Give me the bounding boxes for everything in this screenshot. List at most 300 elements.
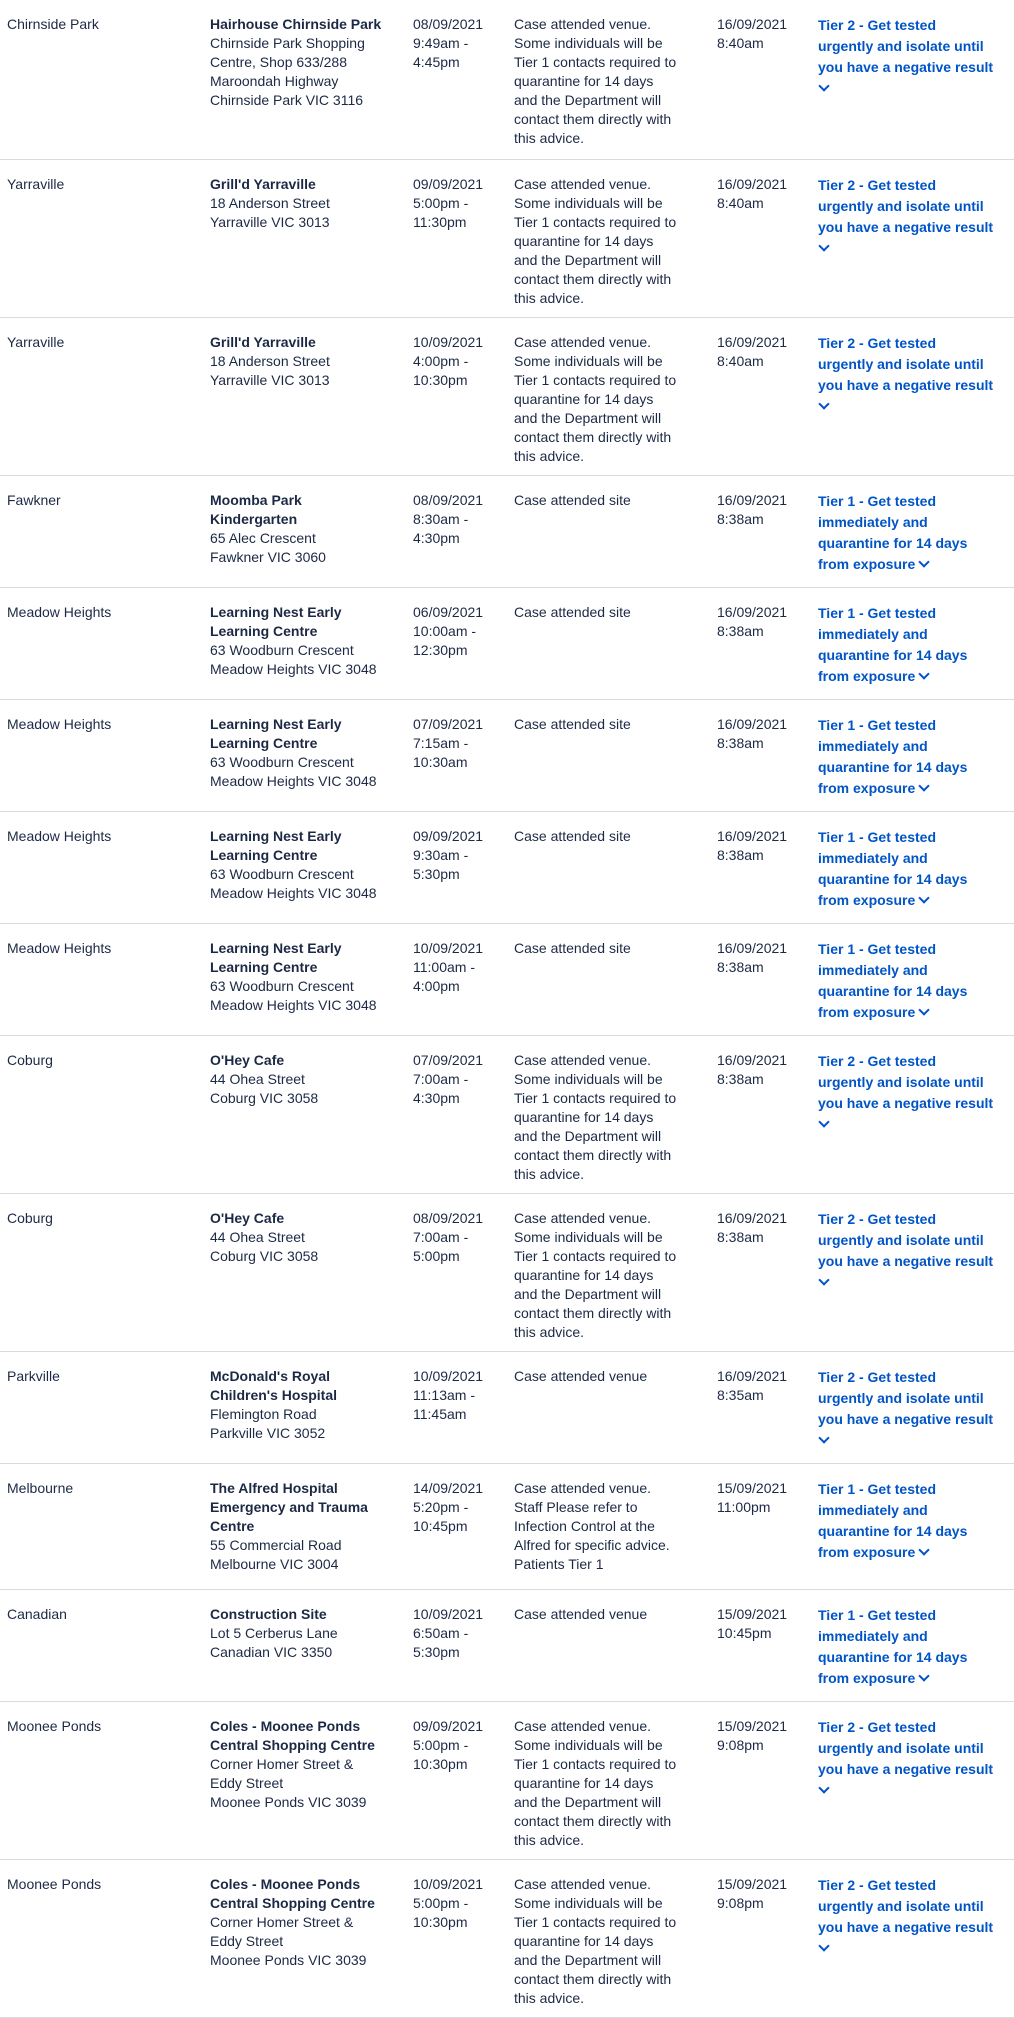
- added-time-cell: [717, 1051, 807, 1089]
- site-address: [210, 865, 400, 903]
- text-line: Tier 2 - Get tested: [818, 335, 937, 351]
- text-line: 9:30am -: [413, 847, 469, 863]
- text-line: Hairhouse Chirnside Park: [210, 16, 382, 32]
- text-line: quarantine for 14 days: [514, 1109, 654, 1125]
- site-name: [210, 827, 400, 865]
- text-line: 5:00pm -: [413, 1895, 469, 1911]
- health-advice-toggle[interactable]: [818, 1209, 1014, 1293]
- added-time-cell: [717, 1209, 807, 1247]
- text-line: 06/09/2021: [413, 604, 484, 620]
- text-line: Tier 2 - Get tested: [818, 1211, 937, 1227]
- text-line: 16/09/2021: [717, 176, 788, 192]
- health-advice-toggle[interactable]: [818, 15, 1014, 99]
- text-line: 8:38am: [717, 735, 764, 751]
- text-line: Case attended site: [514, 828, 631, 844]
- text-line: 16/09/2021: [717, 1210, 788, 1226]
- text-line: immediately and: [818, 514, 928, 530]
- text-line: Learning Nest Early: [210, 716, 342, 732]
- text-line: 5:30pm: [413, 866, 460, 882]
- text-line: contact them directly with: [514, 271, 672, 287]
- text-line: Case attended venue.: [514, 1210, 651, 1226]
- text-line: 10/09/2021: [413, 940, 484, 956]
- text-line: 11:13am -: [413, 1387, 475, 1403]
- site-cell: [210, 333, 400, 390]
- text-line: Kindergarten: [210, 511, 298, 527]
- chevron-down-icon[interactable]: [919, 556, 930, 567]
- health-advice-toggle[interactable]: [818, 939, 1014, 1023]
- text-line: Case attended venue.: [514, 1480, 651, 1496]
- text-line: Case attended venue: [514, 1368, 648, 1384]
- text-line: Tier 2 - Get tested: [818, 177, 937, 193]
- text-line: 5:00pm -: [413, 1737, 469, 1753]
- text-line: Tier 1 contacts required to: [514, 54, 677, 70]
- health-advice-toggle[interactable]: [818, 1051, 1014, 1135]
- text-line: 09/09/2021: [413, 828, 484, 844]
- text-line: Central Shopping Centre: [210, 1737, 375, 1753]
- text-line: McDonald's Royal: [210, 1368, 331, 1384]
- site-cell: [210, 1051, 400, 1108]
- site-address: [210, 1755, 400, 1812]
- table-row: [0, 318, 1014, 476]
- chevron-down-icon[interactable]: [818, 1432, 829, 1443]
- site-address: [210, 352, 400, 390]
- text-line: 08/09/2021: [413, 16, 484, 32]
- site-name: [210, 603, 400, 641]
- text-line: Moonee Ponds VIC 3039: [210, 1952, 367, 1968]
- added-time-cell: [717, 333, 807, 371]
- text-line: 18 Anderson Street: [210, 195, 330, 211]
- text-line: Tier 1 contacts required to: [514, 1914, 677, 1930]
- added-time-cell: [717, 939, 807, 977]
- site-name: [210, 1875, 400, 1913]
- text-line: Parkville VIC 3052: [210, 1425, 326, 1441]
- text-line: Chirnside Park VIC 3116: [210, 92, 364, 108]
- chevron-down-icon[interactable]: [919, 1670, 930, 1681]
- chevron-down-icon[interactable]: [818, 1116, 829, 1127]
- suburb-cell: Meadow Heights: [7, 828, 112, 844]
- text-line: urgently and isolate until: [818, 1074, 984, 1090]
- text-line: Emergency and Trauma: [210, 1499, 368, 1515]
- text-line: urgently and isolate until: [818, 356, 984, 372]
- notes-cell: [514, 1051, 704, 1184]
- text-line: Alfred for specific advice.: [514, 1537, 670, 1553]
- text-line: immediately and: [818, 738, 928, 754]
- text-line: you have a negative result: [818, 377, 994, 393]
- chevron-down-icon[interactable]: [818, 1274, 829, 1285]
- text-line: quarantine for 14 days: [818, 871, 968, 887]
- table-row: [0, 700, 1014, 812]
- site-address: [210, 34, 400, 110]
- text-line: immediately and: [818, 850, 928, 866]
- table-row: [0, 588, 1014, 700]
- notes-cell: [514, 1605, 704, 1624]
- text-line: 8:35am: [717, 1387, 764, 1403]
- site-name: [210, 939, 400, 977]
- text-line: urgently and isolate until: [818, 1740, 984, 1756]
- text-line: and the Department will: [514, 1286, 662, 1302]
- text-line: you have a negative result: [818, 1761, 994, 1777]
- suburb-cell: Canadian: [7, 1606, 67, 1622]
- text-line: 16/09/2021: [717, 828, 788, 844]
- text-line: 4:00pm: [413, 978, 460, 994]
- text-line: from exposure: [818, 1002, 1014, 1023]
- text-line: Case attended site: [514, 716, 631, 732]
- text-line: 63 Woodburn Crescent: [210, 978, 354, 994]
- text-line: Tier 1 - Get tested: [818, 1607, 937, 1623]
- health-advice-toggle[interactable]: [818, 603, 1014, 687]
- exposure-period-cell: [413, 715, 508, 772]
- text-line: urgently and isolate until: [818, 38, 984, 54]
- table-row: [0, 476, 1014, 588]
- exposure-period-cell: [413, 15, 508, 72]
- text-line: 8:40am: [717, 353, 764, 369]
- text-line: 4:30pm: [413, 530, 460, 546]
- text-line: 11:30pm: [413, 214, 467, 230]
- site-name: [210, 715, 400, 753]
- text-line: from exposure: [818, 1668, 1014, 1689]
- text-line: 10:45pm: [413, 1518, 468, 1534]
- text-line: you have a negative result: [818, 1411, 994, 1427]
- text-line: 12:30pm: [413, 642, 468, 658]
- added-time-cell: [717, 1875, 807, 1913]
- site-address: [210, 1536, 400, 1574]
- table-row: [0, 1194, 1014, 1352]
- text-line: and the Department will: [514, 1128, 662, 1144]
- text-line: 7:00am -: [413, 1071, 469, 1087]
- text-line: 07/09/2021: [413, 1052, 484, 1068]
- chevron-down-icon[interactable]: [919, 668, 930, 679]
- suburb-cell: Chirnside Park: [7, 16, 99, 32]
- text-line: 8:38am: [717, 847, 764, 863]
- exposure-period-cell: [413, 175, 508, 232]
- text-line: and the Department will: [514, 92, 662, 108]
- text-line: Tier 2 - Get tested: [818, 1877, 937, 1893]
- text-line: Learning Centre: [210, 847, 318, 863]
- text-line: you have a negative result: [818, 219, 994, 235]
- site-address: [210, 529, 400, 567]
- text-line: 9:08pm: [717, 1737, 764, 1753]
- added-time-cell: [717, 1367, 807, 1405]
- text-line: 08/09/2021: [413, 1210, 484, 1226]
- text-line: Coburg VIC 3058: [210, 1248, 319, 1264]
- added-time-cell: [717, 1605, 807, 1643]
- text-line: Tier 2 - Get tested: [818, 1053, 937, 1069]
- text-line: Some individuals will be: [514, 1071, 663, 1087]
- text-line: Case attended venue.: [514, 16, 651, 32]
- site-cell: [210, 827, 400, 903]
- text-line: Tier 2 - Get tested: [818, 17, 937, 33]
- text-line: Tier 2 - Get tested: [818, 1369, 937, 1385]
- text-line: Flemington Road: [210, 1406, 317, 1422]
- site-address: [210, 1624, 400, 1662]
- exposure-period-cell: [413, 939, 508, 996]
- notes-cell: [514, 1367, 704, 1386]
- text-line: Tier 1 - Get tested: [818, 941, 937, 957]
- text-line: Some individuals will be: [514, 1737, 663, 1753]
- text-line: Case attended venue.: [514, 1876, 651, 1892]
- suburb-cell: Meadow Heights: [7, 716, 112, 732]
- text-line: 07/09/2021: [413, 716, 484, 732]
- suburb-cell: Moonee Ponds: [7, 1876, 102, 1892]
- text-line: this advice.: [514, 448, 585, 464]
- text-line: and the Department will: [514, 410, 662, 426]
- exposure-period-cell: [413, 1209, 508, 1266]
- text-line: 55 Commercial Road: [210, 1537, 342, 1553]
- chevron-down-icon[interactable]: [919, 780, 930, 791]
- text-line: 16/09/2021: [717, 940, 788, 956]
- text-line: quarantine for 14 days: [514, 1267, 654, 1283]
- text-line: Case attended venue.: [514, 334, 651, 350]
- text-line: 10/09/2021: [413, 1368, 484, 1384]
- added-time-cell: [717, 1479, 807, 1517]
- site-name: [210, 1605, 400, 1624]
- table-row: [0, 1352, 1014, 1464]
- chevron-line: [818, 238, 1014, 259]
- notes-cell: [514, 15, 704, 148]
- text-line: this advice.: [514, 1832, 585, 1848]
- text-line: and the Department will: [514, 1952, 662, 1968]
- health-advice-toggle[interactable]: [818, 1875, 1014, 1959]
- text-line: Grill'd Yarraville: [210, 334, 316, 350]
- text-line: Some individuals will be: [514, 35, 663, 51]
- table-row: [0, 1702, 1014, 1860]
- health-advice-toggle[interactable]: [818, 491, 1014, 575]
- text-line: Construction Site: [210, 1606, 327, 1622]
- added-time-cell: [717, 603, 807, 641]
- suburb-cell: Parkville: [7, 1368, 60, 1384]
- text-line: Chirnside Park Shopping: [210, 35, 365, 51]
- chevron-down-icon[interactable]: [919, 1544, 930, 1555]
- text-line: this advice.: [514, 290, 585, 306]
- added-time-cell: [717, 15, 807, 53]
- text-line: 16/09/2021: [717, 716, 788, 732]
- site-cell: [210, 603, 400, 679]
- text-line: Case attended site: [514, 940, 631, 956]
- text-line: 16/09/2021: [717, 334, 788, 350]
- text-line: Corner Homer Street &: [210, 1756, 354, 1772]
- text-line: 5:00pm -: [413, 195, 469, 211]
- health-advice-toggle[interactable]: [818, 827, 1014, 911]
- text-line: 18 Anderson Street: [210, 353, 330, 369]
- health-advice-toggle[interactable]: [818, 1367, 1014, 1451]
- text-line: 5:20pm -: [413, 1499, 469, 1515]
- notes-cell: [514, 1875, 704, 2008]
- notes-cell: [514, 715, 704, 734]
- text-line: The Alfred Hospital: [210, 1480, 338, 1496]
- text-line: Coles - Moonee Ponds: [210, 1876, 361, 1892]
- text-line: Meadow Heights VIC 3048: [210, 773, 377, 789]
- health-advice-toggle[interactable]: [818, 1479, 1014, 1563]
- text-line: 44 Ohea Street: [210, 1229, 305, 1245]
- chevron-down-icon[interactable]: [818, 398, 829, 409]
- text-line: Moomba Park: [210, 492, 302, 508]
- text-line: Melbourne VIC 3004: [210, 1556, 339, 1572]
- text-line: 8:40am: [717, 35, 764, 51]
- text-line: quarantine for 14 days: [818, 759, 968, 775]
- text-line: 16/09/2021: [717, 492, 788, 508]
- site-cell: [210, 1479, 400, 1574]
- text-line: 10/09/2021: [413, 1606, 484, 1622]
- text-line: 10/09/2021: [413, 1876, 484, 1892]
- text-line: Lot 5 Cerberus Lane: [210, 1625, 338, 1641]
- text-line: Eddy Street: [210, 1933, 284, 1949]
- text-line: Central Shopping Centre: [210, 1895, 375, 1911]
- text-line: this advice.: [514, 1166, 585, 1182]
- site-cell: [210, 939, 400, 1015]
- text-line: 16/09/2021: [717, 16, 788, 32]
- text-line: from exposure: [818, 1542, 1014, 1563]
- text-line: 10:30pm: [413, 1756, 468, 1772]
- text-line: Tier 1 - Get tested: [818, 1481, 937, 1497]
- site-cell: [210, 1209, 400, 1266]
- text-line: urgently and isolate until: [818, 1390, 984, 1406]
- site-address: [210, 641, 400, 679]
- text-line: you have a negative result: [818, 1919, 994, 1935]
- text-line: Case attended venue.: [514, 1718, 651, 1734]
- notes-cell: [514, 491, 704, 510]
- text-line: 7:15am -: [413, 735, 469, 751]
- text-line: Tier 1 contacts required to: [514, 1248, 677, 1264]
- notes-cell: [514, 1209, 704, 1342]
- text-line: Patients Tier 1: [514, 1556, 604, 1572]
- text-line: 8:30am -: [413, 511, 469, 527]
- notes-cell: [514, 1717, 704, 1850]
- site-address: [210, 1070, 400, 1108]
- table-row: [0, 1860, 1014, 2018]
- text-line: 10:30am: [413, 754, 468, 770]
- suburb-cell: Yarraville: [7, 176, 65, 192]
- text-line: 5:00pm: [413, 1248, 460, 1264]
- site-cell: [210, 1875, 400, 1970]
- chevron-down-icon[interactable]: [818, 80, 829, 91]
- text-line: quarantine for 14 days: [514, 391, 654, 407]
- text-line: 63 Woodburn Crescent: [210, 642, 354, 658]
- site-cell: [210, 1367, 400, 1443]
- text-line: 14/09/2021: [413, 1480, 484, 1496]
- health-advice-toggle[interactable]: [818, 175, 1014, 259]
- text-line: 63 Woodburn Crescent: [210, 754, 354, 770]
- notes-cell: [514, 603, 704, 622]
- chevron-line: [818, 1272, 1014, 1293]
- text-line: and the Department will: [514, 1794, 662, 1810]
- suburb-cell: Fawkner: [7, 492, 61, 508]
- text-line: this advice.: [514, 130, 585, 146]
- text-line: contact them directly with: [514, 1971, 672, 1987]
- text-line: 8:38am: [717, 623, 764, 639]
- text-line: quarantine for 14 days: [818, 1649, 968, 1665]
- text-line: 15/09/2021: [717, 1718, 788, 1734]
- text-line: 15/09/2021: [717, 1876, 788, 1892]
- table-row: [0, 812, 1014, 924]
- text-line: Tier 1 contacts required to: [514, 214, 677, 230]
- text-line: 9:08pm: [717, 1895, 764, 1911]
- text-line: O'Hey Cafe: [210, 1210, 285, 1226]
- site-name: [210, 333, 400, 352]
- table-row: [0, 1036, 1014, 1194]
- site-name: [210, 15, 400, 34]
- chevron-down-icon[interactable]: [919, 892, 930, 903]
- exposure-period-cell: [413, 333, 508, 390]
- notes-cell: [514, 333, 704, 466]
- text-line: Children's Hospital: [210, 1387, 338, 1403]
- added-time-cell: [717, 1717, 807, 1755]
- exposure-period-cell: [413, 1717, 508, 1774]
- text-line: 15/09/2021: [717, 1480, 788, 1496]
- text-line: Coles - Moonee Ponds: [210, 1718, 361, 1734]
- table-row: [0, 924, 1014, 1036]
- text-line: quarantine for 14 days: [514, 233, 654, 249]
- health-advice-toggle[interactable]: [818, 333, 1014, 417]
- text-line: Meadow Heights VIC 3048: [210, 997, 377, 1013]
- text-line: quarantine for 14 days: [818, 1523, 968, 1539]
- text-line: 4:45pm: [413, 54, 460, 70]
- text-line: 10:30pm: [413, 372, 468, 388]
- text-line: 10/09/2021: [413, 334, 484, 350]
- suburb-cell: Coburg: [7, 1052, 53, 1068]
- table-row: [0, 160, 1014, 318]
- text-line: Some individuals will be: [514, 195, 663, 211]
- health-advice-toggle[interactable]: [818, 1605, 1014, 1689]
- text-line: 8:38am: [717, 511, 764, 527]
- site-address: [210, 1405, 400, 1443]
- text-line: Moonee Ponds VIC 3039: [210, 1794, 367, 1810]
- text-line: Centre, Shop 633/288: [210, 54, 347, 70]
- health-advice-toggle[interactable]: [818, 715, 1014, 799]
- notes-cell: [514, 827, 704, 846]
- chevron-down-icon[interactable]: [818, 240, 829, 251]
- text-line: 63 Woodburn Crescent: [210, 866, 354, 882]
- table-row: [0, 1464, 1014, 1590]
- text-line: from exposure: [818, 778, 1014, 799]
- text-line: Yarraville VIC 3013: [210, 214, 330, 230]
- text-line: Tier 1 contacts required to: [514, 1756, 677, 1772]
- text-line: contact them directly with: [514, 1305, 672, 1321]
- text-line: Tier 1 contacts required to: [514, 372, 677, 388]
- chevron-down-icon[interactable]: [919, 1004, 930, 1015]
- site-name: [210, 491, 400, 529]
- text-line: immediately and: [818, 626, 928, 642]
- text-line: contact them directly with: [514, 1147, 672, 1163]
- text-line: Fawkner VIC 3060: [210, 549, 326, 565]
- text-line: 11:00pm: [717, 1499, 771, 1515]
- site-cell: [210, 715, 400, 791]
- site-name: [210, 1717, 400, 1755]
- text-line: 11:45am: [413, 1406, 467, 1422]
- text-line: Staff Please refer to: [514, 1499, 638, 1515]
- site-name: [210, 1209, 400, 1228]
- text-line: O'Hey Cafe: [210, 1052, 285, 1068]
- site-name: [210, 1367, 400, 1405]
- text-line: immediately and: [818, 1628, 928, 1644]
- health-advice-toggle[interactable]: [818, 1717, 1014, 1801]
- text-line: 10:45pm: [717, 1625, 772, 1641]
- text-line: Eddy Street: [210, 1775, 284, 1791]
- table-row: [0, 0, 1014, 160]
- suburb-cell: Yarraville: [7, 334, 65, 350]
- chevron-down-icon[interactable]: [818, 1940, 829, 1951]
- text-line: Learning Nest Early: [210, 828, 342, 844]
- text-line: 4:00pm -: [413, 353, 469, 369]
- site-name: [210, 1051, 400, 1070]
- text-line: Tier 1 - Get tested: [818, 829, 937, 845]
- text-line: 11:00am -: [413, 959, 475, 975]
- text-line: contact them directly with: [514, 429, 672, 445]
- exposure-period-cell: [413, 1605, 508, 1662]
- text-line: you have a negative result: [818, 1095, 994, 1111]
- chevron-down-icon[interactable]: [818, 1782, 829, 1793]
- text-line: you have a negative result: [818, 59, 994, 75]
- text-line: Coburg VIC 3058: [210, 1090, 319, 1106]
